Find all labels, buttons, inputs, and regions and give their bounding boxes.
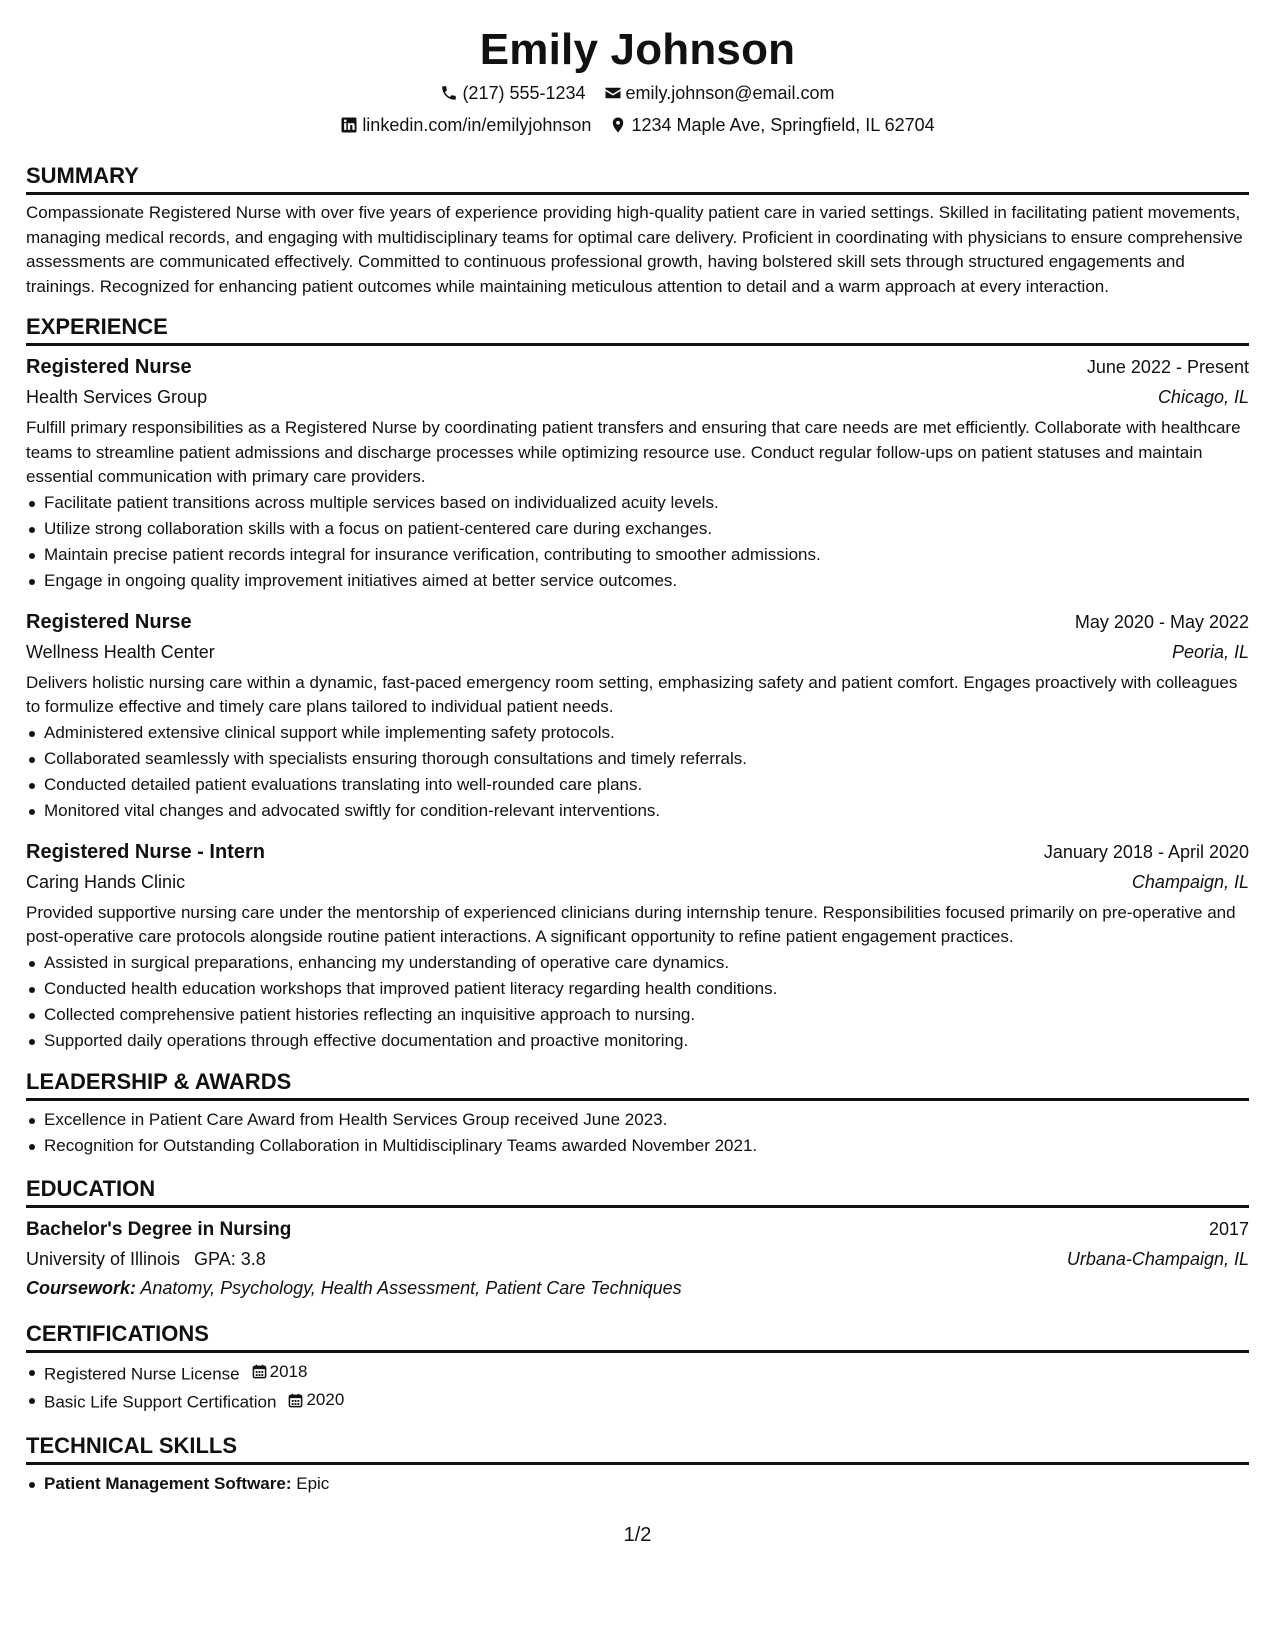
certification-list: [26, 1359, 1249, 1416]
list-item: Administered extensive clinical support while implementing safety protocols.: [44, 720, 1249, 746]
job-entry: [26, 837, 1249, 1054]
job-entry: [26, 607, 1249, 824]
list-item: Assisted in surgical preparations, enhancing my understanding of operative care dynamics.: [44, 950, 1249, 976]
school-row: [26, 1244, 1249, 1274]
leadership-heading: LEADERSHIP & AWARDS: [26, 1068, 1249, 1101]
job-bullets: [26, 720, 1249, 824]
job-title: Registered Nurse - Intern: [26, 840, 265, 863]
job-location: Chicago, IL: [1157, 387, 1249, 407]
coursework-label: Coursework:: [26, 1277, 137, 1298]
list-item: [44, 1471, 1249, 1497]
job-company: Wellness Health Center: [26, 641, 215, 662]
summary-text: Compassionate Registered Nurse with over five years of experience providing high-quality patient care in varied settings. Skilled in facilitating patient movements, managing medical records, and engaging with multidisciplinary teams for optimal care delivery. Proficient in coordinating with physicians to ensure comprehensive assessments are communicated effectively. Committed to continuous professional growth, having bolstered skill sets through structured engagements and trainings. Recognized for enhancing patient outcomes while maintaining meticulous attention to detail and a warm approach at every interaction.: [26, 203, 1243, 296]
skill-category: Patient Management Software:: [44, 1473, 292, 1493]
school-info: [26, 1244, 266, 1274]
phone-number: (217) 555-1234: [462, 83, 586, 103]
school-location: Urbana-Champaign, IL: [1066, 1248, 1249, 1269]
list-item: Collected comprehensive patient histories reflecting an inquisitive approach to nursing.: [44, 1002, 1249, 1028]
job-title: Registered Nurse: [26, 610, 192, 633]
education-heading: EDUCATION: [26, 1175, 1249, 1208]
job-title: Registered Nurse: [26, 356, 192, 378]
email-address[interactable]: emily.johnson@email.com: [625, 83, 835, 103]
job-title-row: [26, 607, 1249, 637]
summary-heading: SUMMARY: [26, 162, 1249, 195]
map-pin-icon: [609, 116, 627, 134]
job-company-row: [26, 382, 1249, 412]
award-list: [26, 1107, 1249, 1159]
skills-list: [26, 1471, 1249, 1497]
list-item: Recognition for Outstanding Collaboration in Multidisciplinary Teams awarded November 2021.: [44, 1133, 1249, 1159]
list-item: [44, 1359, 1249, 1388]
list-item: Conducted health education workshops that improved patient literacy regarding health conditions.: [44, 976, 1249, 1002]
envelope-icon: [604, 84, 622, 102]
certification-year: 2018: [269, 1361, 308, 1381]
list-item: Engage in ongoing quality improvement initiatives aimed at better service outcomes.: [44, 568, 1249, 594]
address-contact: [609, 114, 934, 136]
job-company-row: [26, 867, 1249, 897]
certification-name: Basic Life Support Certification: [44, 1392, 277, 1412]
education-section: [26, 1175, 1249, 1302]
job-bullets: [26, 490, 1249, 594]
street-address: 1234 Maple Ave, Springfield, IL 62704: [631, 115, 935, 135]
skills-heading: TECHNICAL SKILLS: [26, 1432, 1249, 1465]
list-item: Utilize strong collaboration skills with a focus on patient-centered care during exchanges.: [44, 516, 1249, 542]
job-date: June 2022 - Present: [1086, 357, 1249, 377]
certification-name: Registered Nurse License: [44, 1364, 240, 1383]
linkedin-icon: [340, 116, 358, 134]
calendar-icon: [288, 1393, 303, 1408]
skill-value: Epic: [296, 1473, 330, 1493]
list-item: Conducted detailed patient evaluations translating into well-rounded care plans.: [44, 772, 1249, 798]
job-description: Delivers holistic nursing care within a dynamic, fast-paced emergency room setting, emphasizing safety and patient comfort. Engages proactively with colleagues to formulize effective and timely care plans tailored to individual patient needs.: [26, 672, 1238, 716]
school-name: University of Illinois: [26, 1248, 181, 1269]
job-location: Champaign, IL: [1131, 871, 1249, 892]
job-description: Fulfill primary responsibilities as a Registered Nurse by coordinating patient transfers and ensuring that care needs are met efficiently. Collaborate with healthcare teams to streamline patient admissions and discharge processes while optimizing resource use. Conduct regular follow-ups on patient statuses and maintain essential communication with primary care providers.: [26, 418, 1241, 486]
phone-icon: [440, 84, 458, 102]
linkedin-contact[interactable]: [340, 114, 591, 136]
degree-name: Bachelor's Degree in Nursing: [26, 1218, 292, 1240]
job-bullets: [26, 950, 1249, 1054]
coursework-list: Anatomy, Psychology, Health Assessment, Patient Care Techniques: [140, 1277, 682, 1298]
experience-heading: EXPERIENCE: [26, 313, 1249, 346]
calendar-icon: [252, 1364, 267, 1379]
phone-contact: [440, 82, 585, 104]
degree-row: [26, 1214, 1249, 1244]
list-item: Monitored vital changes and advocated swiftly for condition-relevant interventions.: [44, 798, 1249, 824]
contact-row-1: [26, 82, 1249, 104]
experience-section: [26, 313, 1249, 1054]
job-entry: [26, 352, 1249, 594]
page-number: 1/2: [623, 1524, 652, 1546]
list-item: Excellence in Patient Care Award from Health Services Group received June 2023.: [44, 1107, 1249, 1133]
summary-section: [26, 162, 1249, 299]
coursework: [26, 1274, 1249, 1302]
job-description: Provided supportive nursing care under the mentorship of experienced clinicians during internship tenure. Responsibilities focused primarily on pre-operative and post-operative care protocols alongside routine patient interactions. A significant opportunity to refine patient engagement practices.: [26, 902, 1236, 946]
gpa: GPA: 3.8: [194, 1248, 266, 1269]
certification-year: 2020: [306, 1390, 345, 1409]
email-contact[interactable]: [604, 82, 835, 104]
list-item: Facilitate patient transitions across multiple services based on individualized acuity levels.: [44, 490, 1249, 516]
certification-date: [252, 1359, 308, 1385]
job-title-row: [26, 837, 1249, 867]
job-date: January 2018 - April 2020: [1043, 841, 1249, 862]
job-company-row: [26, 637, 1249, 667]
linkedin-url[interactable]: linkedin.com/in/emilyjohnson: [362, 115, 592, 135]
list-item: Maintain precise patient records integral for insurance verification, contributing to smoother admissions.: [44, 542, 1249, 568]
list-item: [44, 1387, 1249, 1416]
contact-row-2: [26, 114, 1249, 136]
certifications-heading: CERTIFICATIONS: [26, 1320, 1249, 1353]
certification-date: [288, 1387, 344, 1413]
list-item: Collaborated seamlessly with specialists ensuring thorough consultations and timely referrals.: [44, 746, 1249, 772]
list-item: Supported daily operations through effective documentation and proactive monitoring.: [44, 1028, 1249, 1054]
job-location: Peoria, IL: [1171, 641, 1249, 662]
candidate-name: Emily Johnson: [479, 25, 796, 74]
graduation-year: 2017: [1208, 1218, 1249, 1239]
certifications-section: [26, 1320, 1249, 1416]
job-date: May 2020 - May 2022: [1074, 611, 1249, 632]
job-title-row: [26, 352, 1249, 382]
job-company: Caring Hands Clinic: [26, 871, 186, 892]
leadership-section: [26, 1068, 1249, 1159]
skills-section: [26, 1432, 1249, 1497]
job-company: Health Services Group: [26, 387, 208, 407]
